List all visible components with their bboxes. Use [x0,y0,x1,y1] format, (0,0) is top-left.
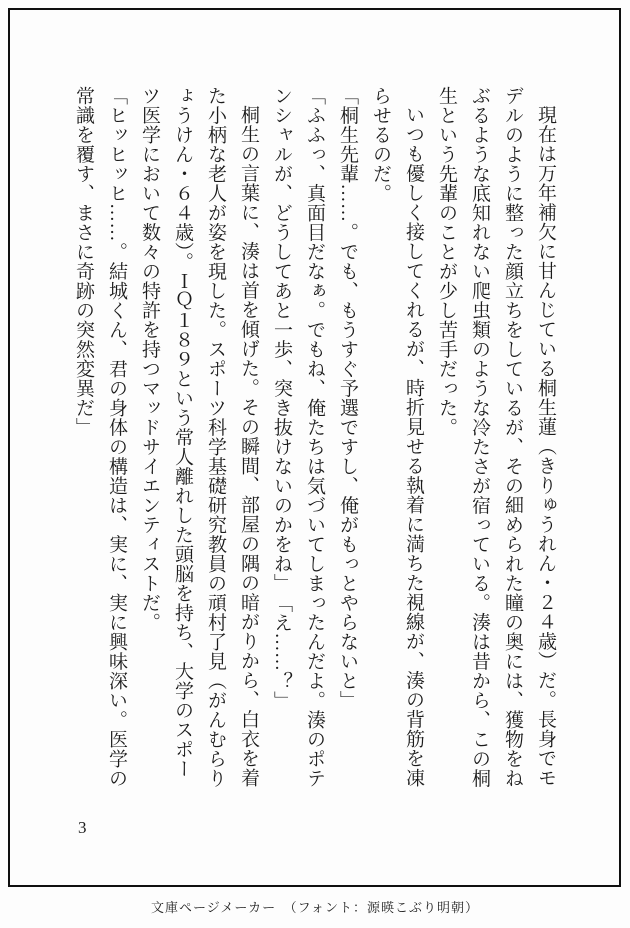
paragraph: 「桐生先輩……。でも、もうすぐ予選ですし、俺がもっとやらないと」 [337,86,358,710]
vertical-text-body [67,86,562,794]
page-number: 3 [78,818,87,837]
footer-caption: 文庫ページメーカー （フォント：源暎こぶり明朝） [151,900,479,915]
paragraph: 「ヒッヒッヒ……。結城くん、君の身体の構造は、実に、実に興味深い。医学の常識を覆す、まさに奇跡の突然変異だ」 [73,86,127,788]
paragraph: いつも優しく接してくれるが、時折見せる執着に満ちた視線が、湊の背筋を凍らせるのだ。 [370,86,424,788]
paragraph: 桐生の言葉に、湊は首を傾げた。その瞬間、部屋の隅の暗がりから、白衣を着た小柄な老人が姿を現した。スポーツ科学基礎研究教員の頑村了見（がんむらりょうけん・６４歳）。ＩＱ１８９という常人離れした頭脳を持ち、大学のスポーツ医学において数々の特許を持つマッドサイエンティストだ。 [139,86,259,788]
paragraph: 「ふふっ、真面目だなぁ。でもね、俺たちは気づいてしまったんだよ。湊のポテンシャルが、どうしてあと一歩、突き抜けないのかをね」 「え……？」 [271,86,325,788]
paragraph: 現在は万年補欠に甘んじている桐生蓮（きりゅうれん・２４歳）だ。長身でモデルのように整った顔立ちをしているが、その細められた瞳の奥には、獲物をねぶるような底知れない爬虫類のような冷たさが宿っている。湊は昔から、この桐生という先輩のことが少し苦手だった。 [436,86,556,788]
